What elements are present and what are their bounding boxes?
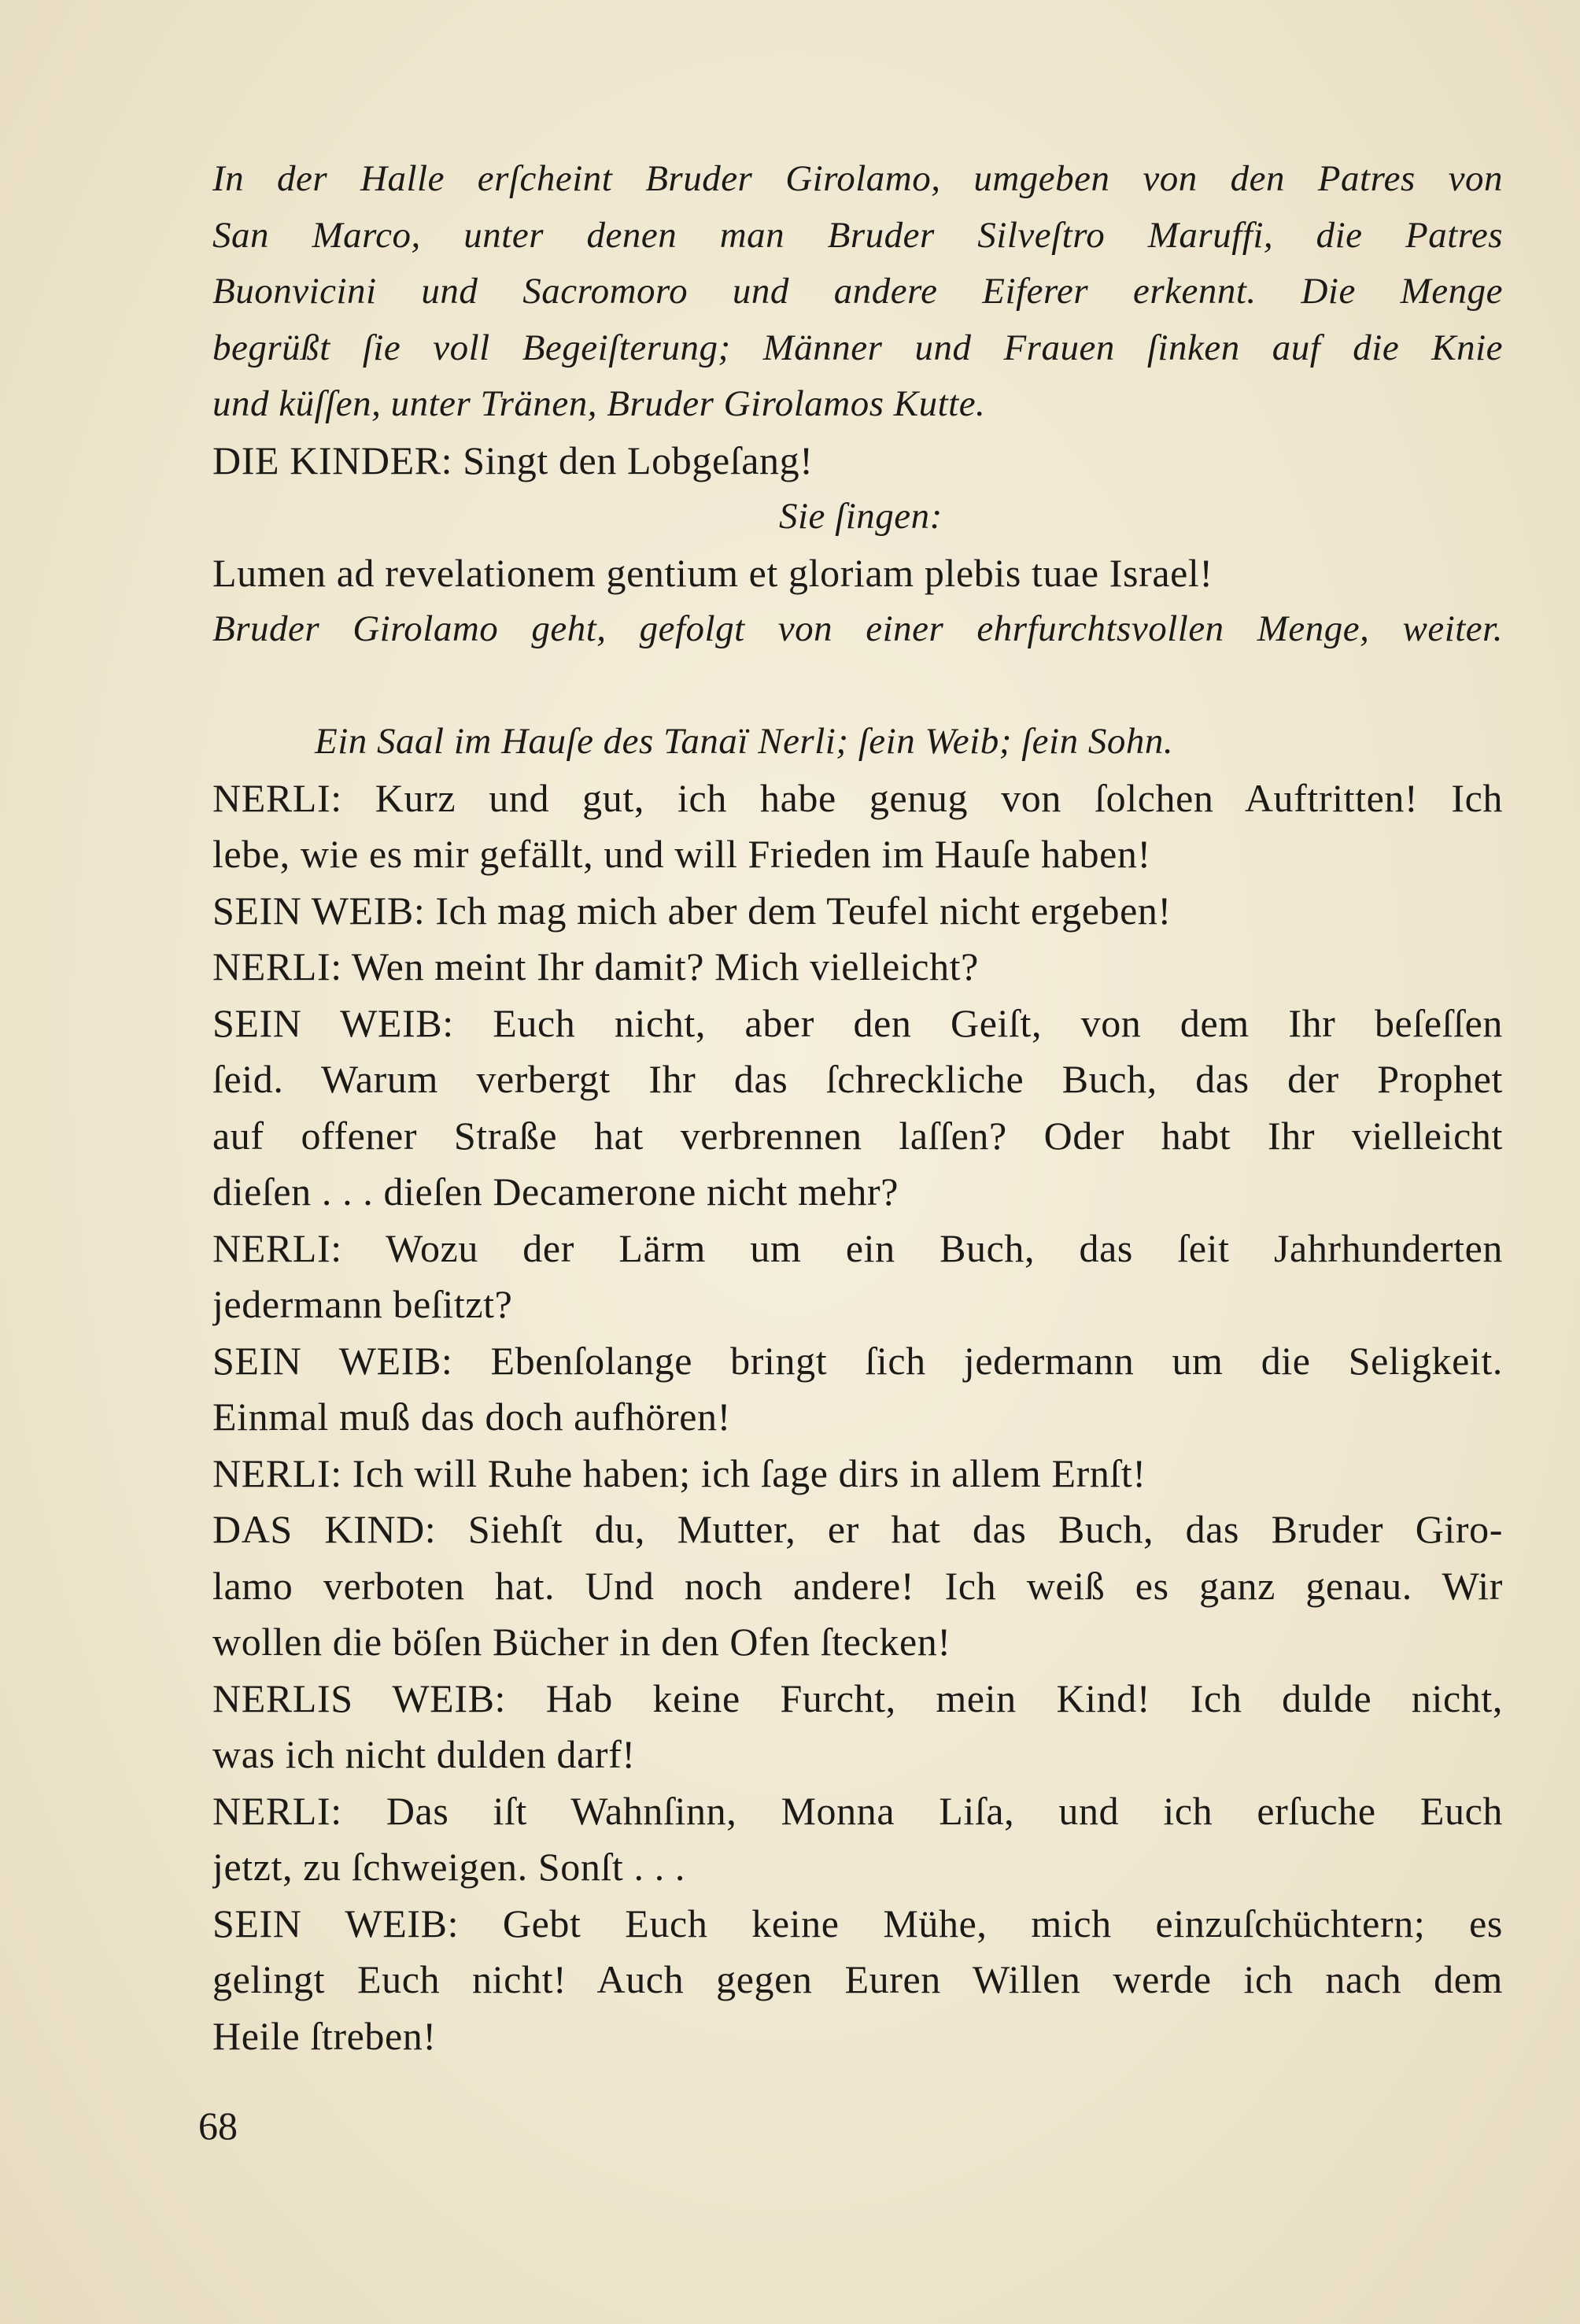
- text-line: NERLI: Kurz und gut, ich habe genug von ſolchen Auftritten! Ich: [212, 775, 1503, 820]
- text-line: SEIN WEIB: Euch nicht, aber den Geiſt, von dem Ihr beſeſſen: [212, 1000, 1503, 1045]
- text-line: NERLI: Das iſt Wahnſinn, Monna Liſa, und ich erſuche Euch: [212, 1788, 1503, 1833]
- text-line: gelingt Euch nicht! Auch gegen Euren Willen werde ich nach dem: [212, 1957, 1503, 2001]
- text-line: auf offener Straße hat verbrennen laſſen? Oder habt Ihr vielleicht: [212, 1113, 1503, 1158]
- text-line: SEIN WEIB: Ebenſolange bringt ſich jedermann um die Seligkeit.: [212, 1338, 1503, 1383]
- text-line: SEIN WEIB: Ich mag mich aber dem Teufel nicht ergeben!: [212, 888, 1172, 933]
- text-line: dieſen . . . dieſen Decamerone nicht mehr?: [212, 1169, 899, 1214]
- text-line: Buonvicini und Sacromoro und andere Eiferer erkennt. Die Menge: [212, 271, 1503, 312]
- page-number: 68: [198, 2104, 238, 2148]
- text-line: lebe, wie es mir gefällt, und will Frieden im Hauſe haben!: [212, 832, 1151, 876]
- text-line: NERLI: Wozu der Lärm um ein Buch, das ſeit Jahrhunderten: [212, 1225, 1503, 1270]
- text-line: Lumen ad revelationem gentium et gloriam plebis tuae Israel!: [212, 550, 1213, 595]
- text-line: DAS KIND: Siehſt du, Mutter, er hat das Buch, das Bruder Giro-: [212, 1507, 1503, 1551]
- text-line: Einmal muß das doch aufhören!: [212, 1395, 731, 1439]
- text-line: Ein Saal im Hauſe des Tanaï Nerli; ſein Weib; ſein Sohn.: [315, 721, 1174, 762]
- text-line: ſeid. Warum verbergt Ihr das ſchreckliche Buch, das der Prophet: [212, 1057, 1503, 1101]
- text-line: NERLI: Wen meint Ihr damit? Mich vielleicht?: [212, 944, 979, 988]
- text-line: Bruder Girolamo geht, gefolgt von einer ehrfurchtsvollen Menge, weiter.: [212, 608, 1503, 649]
- text-line: und küſſen, unter Tränen, Bruder Girolamos Kutte.: [212, 383, 986, 424]
- text-line: In der Halle erſcheint Bruder Girolamo, umgeben von den Patres von: [212, 158, 1503, 199]
- text-line: San Marco, unter denen man Bruder Silveſtro Maruffi, die Patres: [212, 214, 1503, 256]
- text-line: was ich nicht dulden darf!: [212, 1732, 636, 1776]
- text-line: Sie ſingen:: [779, 496, 943, 537]
- text-line: lamo verboten hat. Und noch andere! Ich weiß es ganz genau. Wir: [212, 1563, 1503, 1608]
- text-line: wollen die böſen Bücher in den Ofen ſtecken!: [212, 1620, 951, 1664]
- text-line: SEIN WEIB: Gebt Euch keine Mühe, mich einzuſchüchtern; es: [212, 1901, 1503, 1945]
- blank-line: [212, 658, 1503, 715]
- text-line: NERLIS WEIB: Hab keine Furcht, mein Kind! Ich dulde nicht,: [212, 1676, 1503, 1720]
- text-line: NERLI: Ich will Ruhe haben; ich ſage dirs in allem Ernſt!: [212, 1450, 1146, 1495]
- text-line: jedermann beſitzt?: [212, 1282, 513, 1326]
- text-line: DIE KINDER: Singt den Lobgeſang!: [212, 438, 814, 482]
- page-body: [212, 151, 1503, 2064]
- text-line: begrüßt ſie voll Begeiſterung; Männer und Frauen ſinken auf die Knie: [212, 327, 1503, 368]
- text-line: jetzt, zu ſchweigen. Sonſt . . .: [212, 1845, 686, 1889]
- text-line: Heile ſtreben!: [212, 2013, 437, 2058]
